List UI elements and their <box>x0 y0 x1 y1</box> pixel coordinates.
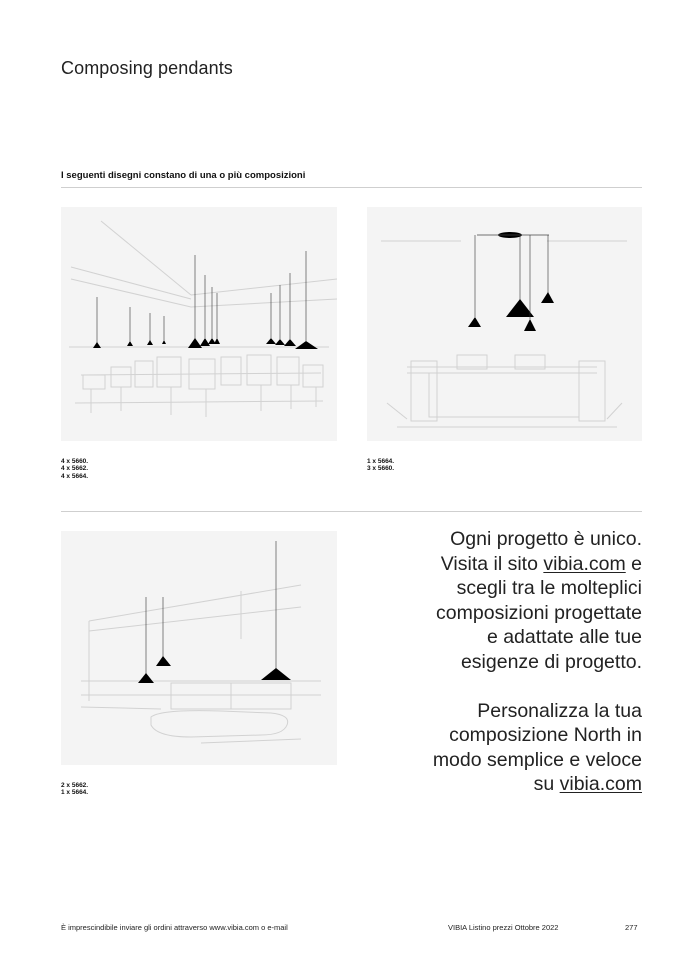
lounge-sketch <box>81 585 321 743</box>
composition-caption-3 <box>61 782 88 797</box>
page-title: Composing pendants <box>61 58 233 78</box>
composition-line: 4 x 5662. <box>61 465 89 473</box>
promo-line: modo semplice e veloce <box>432 748 642 771</box>
footer-note: È imprescindibile inviare gli ordini attraverso www.vibia.com o e-mail <box>61 923 288 932</box>
promo-text-span: e <box>625 552 642 575</box>
illustration-lounge <box>61 531 337 765</box>
restaurant-sketch <box>69 221 337 417</box>
pendant-lamps <box>93 251 318 349</box>
composition-line: 4 x 5660. <box>61 458 89 465</box>
dining-sketch <box>381 241 627 427</box>
promo-line: composizioni progettate <box>436 601 642 624</box>
composition-line: 1 x 5664. <box>61 789 89 797</box>
composition-caption-1 <box>61 458 88 480</box>
composition-caption-2 <box>367 458 394 473</box>
promo-text-span: su <box>533 773 560 795</box>
vibia-link[interactable]: vibia.com <box>559 773 642 795</box>
promo-text-span: Visita il sito <box>440 552 544 575</box>
composition-line: 3 x 5660. <box>367 465 395 473</box>
composition-line: 2 x 5662. <box>61 782 89 789</box>
top-divider <box>61 187 642 188</box>
promo-line: Personalizza la tua <box>477 699 642 722</box>
promo-line: esigenze di progetto. <box>460 650 642 673</box>
composition-line: 1 x 5664. <box>367 458 395 465</box>
pendant-lamps <box>468 232 554 331</box>
promo-line: composizione North in <box>449 724 642 746</box>
illustration-dining-table <box>367 207 642 441</box>
promo-line: Ogni progetto è unico. <box>450 528 642 550</box>
promo-line <box>372 552 642 577</box>
promo-text <box>372 527 642 797</box>
promo-line: scegli tra le molteplici <box>456 577 642 599</box>
composition-line: 4 x 5664. <box>61 472 89 480</box>
illustration-restaurant <box>61 207 337 441</box>
promo-line <box>372 772 642 797</box>
footer-brand: VIBIA Listino prezzi Ottobre 2022 <box>448 923 559 932</box>
promo-line: e adattate alle tue <box>486 626 642 648</box>
paragraph-gap <box>372 674 642 699</box>
pendant-lamps <box>138 541 291 683</box>
middle-divider <box>61 511 642 512</box>
section-subtitle: I seguenti disegni constano di una o più composizioni <box>61 170 306 181</box>
vibia-link[interactable]: vibia.com <box>543 552 626 575</box>
page-number: 277 <box>625 923 638 932</box>
